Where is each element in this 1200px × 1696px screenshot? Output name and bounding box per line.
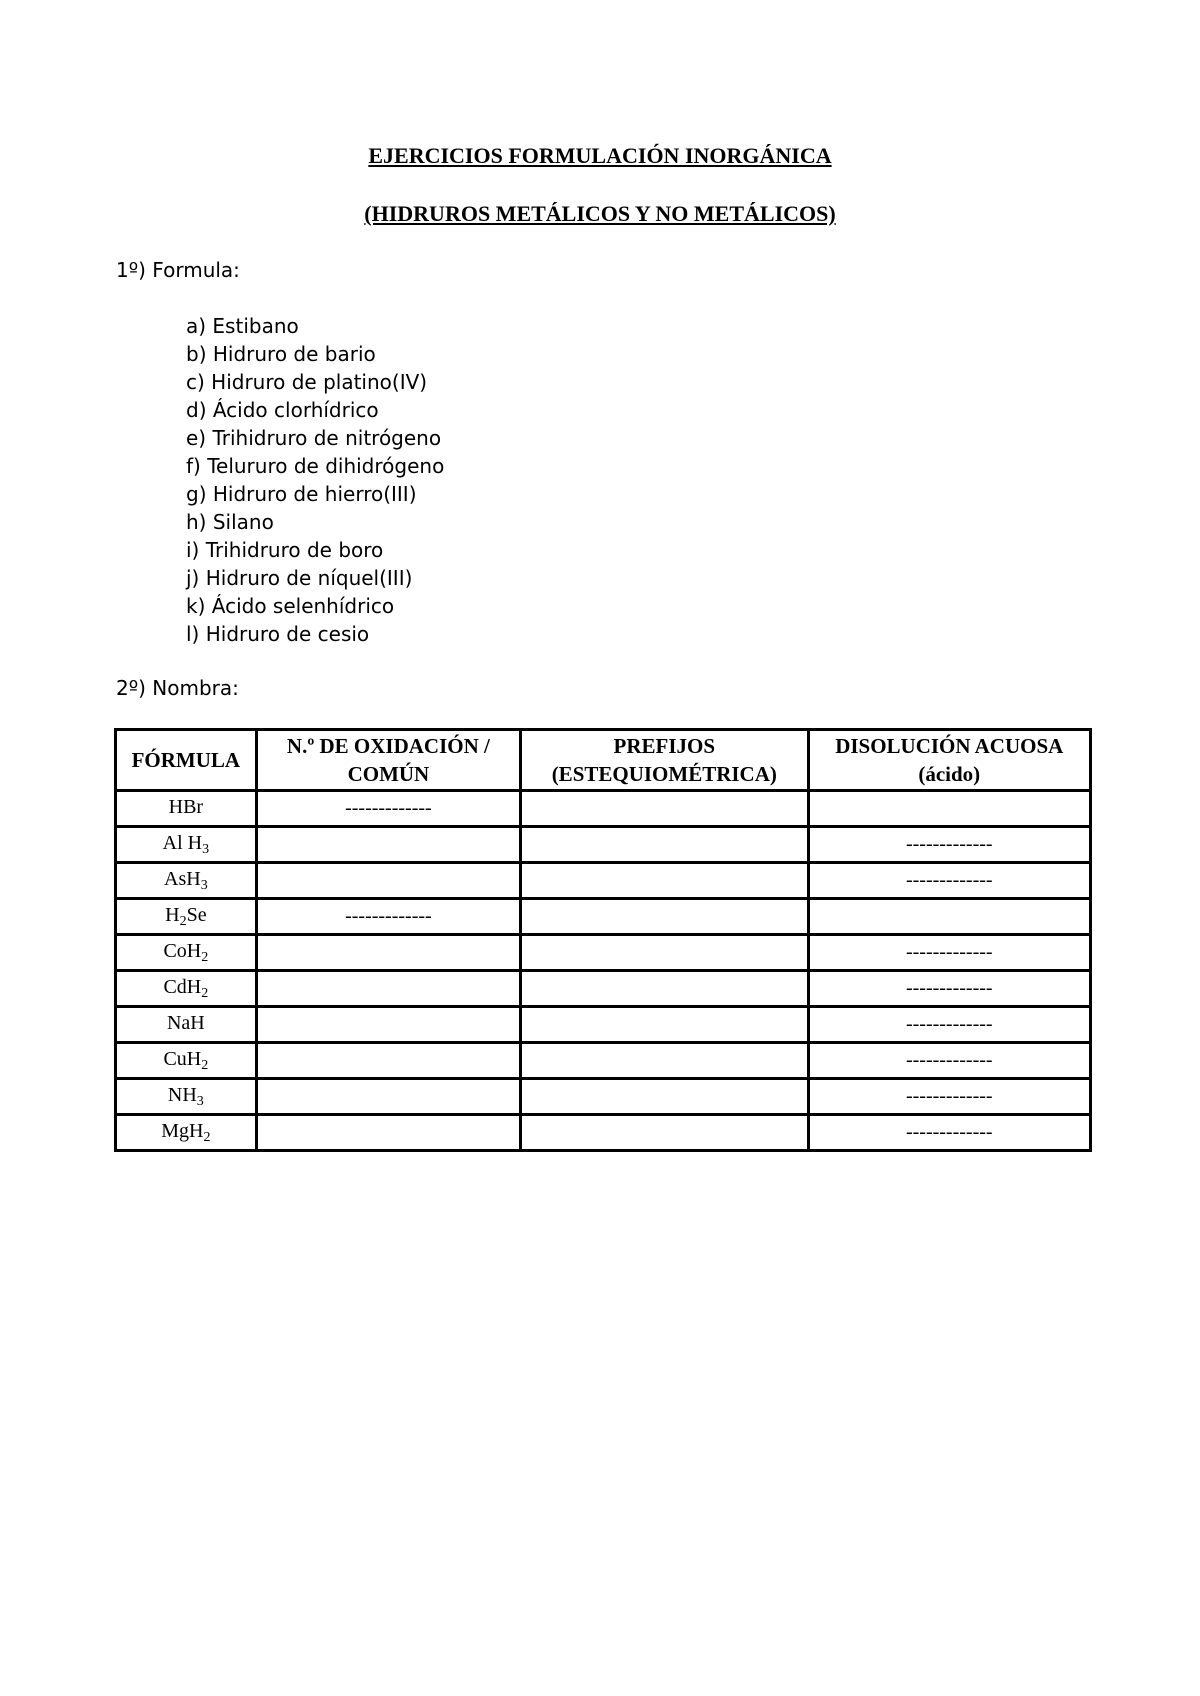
formula-cell: Al $H_3$ [116, 827, 257, 863]
formula-cell: CoH$_2$ [116, 935, 257, 971]
list-item: a) Estibano [186, 314, 299, 338]
oxidation-answer-cell[interactable] [256, 971, 520, 1007]
prefix-answer-cell[interactable] [521, 899, 808, 935]
oxidation-answer-cell[interactable] [256, 1115, 520, 1151]
aqueous-answer-cell[interactable] [808, 791, 1090, 827]
aqueous-answer-cell[interactable]: ------------- [808, 1043, 1090, 1079]
oxidation-answer-cell[interactable] [256, 863, 520, 899]
list-item: i) Trihidruro de boro [186, 538, 384, 562]
header-formula: FÓRMULA [116, 730, 257, 791]
prefix-answer-cell[interactable] [521, 971, 808, 1007]
document-title: EJERCICIOS FORMULACIÓN INORGÁNICA [368, 143, 832, 168]
aqueous-answer-cell[interactable]: ------------- [808, 1079, 1090, 1115]
list-item: l) Hidruro de cesio [186, 622, 370, 646]
oxidation-answer-cell[interactable] [256, 935, 520, 971]
table-row [116, 1007, 1091, 1043]
aqueous-answer-cell[interactable]: ------------- [808, 827, 1090, 863]
table-row [116, 935, 1091, 971]
oxidation-answer-cell[interactable]: ------------- [256, 899, 520, 935]
oxidation-answer-cell[interactable]: ------------- [256, 791, 520, 827]
header-oxidation: N.º DE OXIDACIÓN / COMÚN [256, 730, 520, 791]
list-item: d) Ácido clorhídrico [186, 398, 379, 422]
table-row [116, 971, 1091, 1007]
prefix-answer-cell[interactable] [521, 1007, 808, 1043]
table-row [116, 863, 1091, 899]
oxidation-answer-cell[interactable] [256, 1043, 520, 1079]
prefix-answer-cell[interactable] [521, 827, 808, 863]
formula-cell: AsH$_3$ [116, 863, 257, 899]
list-item: j) Hidruro de níquel(III) [186, 566, 413, 590]
table-row [116, 1043, 1091, 1079]
nomenclature-table [114, 728, 1092, 1152]
list-item: e) Trihidruro de nitrógeno [186, 426, 442, 450]
oxidation-answer-cell[interactable] [256, 1007, 520, 1043]
prefix-answer-cell[interactable] [521, 863, 808, 899]
list-item: f) Telururo de dihidrógeno [186, 454, 445, 478]
aqueous-answer-cell[interactable]: ------------- [808, 863, 1090, 899]
section-formula-heading: 1º) Formula: [116, 258, 240, 282]
formula-cell: MgH$_2$ [116, 1115, 257, 1151]
aqueous-answer-cell[interactable] [808, 899, 1090, 935]
prefix-answer-cell[interactable] [521, 1079, 808, 1115]
formula-cell: $H_2Se$ [116, 899, 257, 935]
list-item: c) Hidruro de platino(IV) [186, 370, 428, 394]
document-subtitle: (HIDRUROS METÁLICOS Y NO METÁLICOS) [364, 201, 836, 226]
aqueous-answer-cell[interactable]: ------------- [808, 1115, 1090, 1151]
oxidation-answer-cell[interactable] [256, 827, 520, 863]
prefix-answer-cell[interactable] [521, 791, 808, 827]
prefix-answer-cell[interactable] [521, 1115, 808, 1151]
formula-cell: $NH_3$ [116, 1079, 257, 1115]
formula-cell: HBr [116, 791, 257, 827]
list-item: h) Silano [186, 510, 274, 534]
aqueous-answer-cell[interactable]: ------------- [808, 1007, 1090, 1043]
aqueous-answer-cell[interactable]: ------------- [808, 971, 1090, 1007]
aqueous-answer-cell[interactable]: ------------- [808, 935, 1090, 971]
formula-cell: CuH$_2$ [116, 1043, 257, 1079]
formula-cell: CdH$_2$ [116, 971, 257, 1007]
formula-exercise-list [186, 312, 444, 648]
table-row [116, 791, 1091, 827]
table-header-row [116, 730, 1091, 791]
table-row [116, 827, 1091, 863]
list-item: k) Ácido selenhídrico [186, 594, 395, 618]
table-row [116, 1115, 1091, 1151]
prefix-answer-cell[interactable] [521, 935, 808, 971]
formula-cell: NaH [116, 1007, 257, 1043]
table-row [116, 1079, 1091, 1115]
section-nombra-heading: 2º) Nombra: [116, 676, 239, 700]
oxidation-answer-cell[interactable] [256, 1079, 520, 1115]
list-item: g) Hidruro de hierro(III) [186, 482, 417, 506]
header-prefixes: PREFIJOS (ESTEQUIOMÉTRICA) [521, 730, 808, 791]
table-row [116, 899, 1091, 935]
list-item: b) Hidruro de bario [186, 342, 376, 366]
prefix-answer-cell[interactable] [521, 1043, 808, 1079]
header-aqueous: DISOLUCIÓN ACUOSA (ácido) [808, 730, 1090, 791]
table-body [116, 791, 1091, 1151]
